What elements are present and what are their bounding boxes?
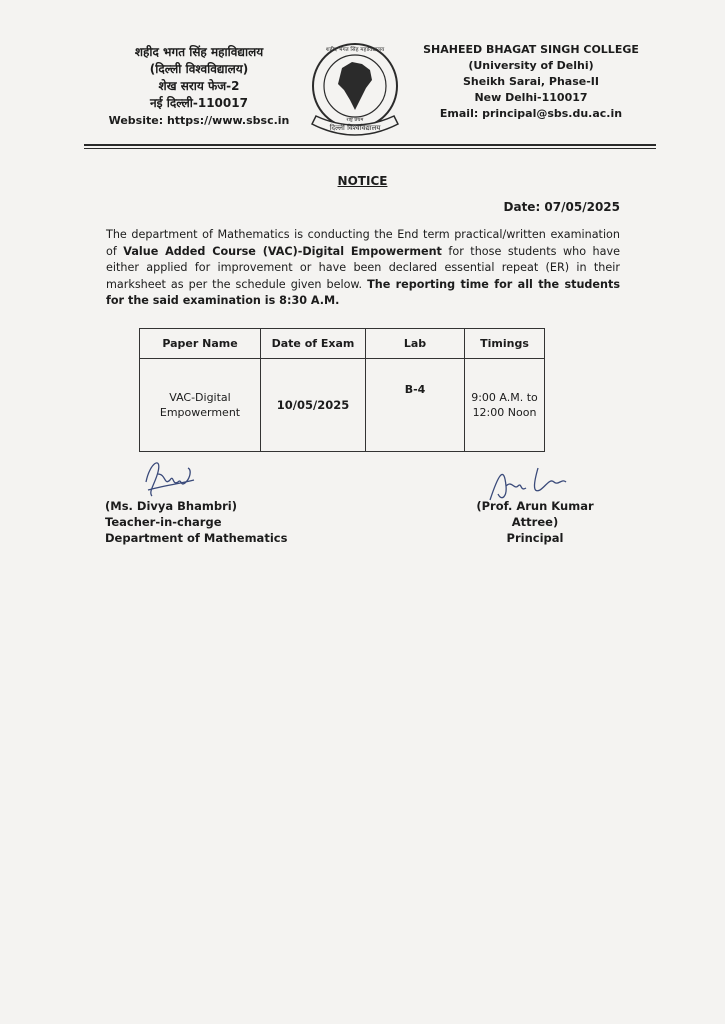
cell-timings [465, 359, 545, 452]
table-header-row [140, 329, 545, 359]
column-header: Lab [366, 329, 465, 359]
course-name: Value Added Course (VAC)-Digital Empowerment [123, 244, 442, 258]
header-hindi-address [108, 44, 290, 129]
email-text: Email: principal@sbs.du.ac.in [439, 107, 623, 120]
hindi-line: शहीद भगत सिंह महाविद्यालय [134, 45, 264, 59]
hindi-line: शेख सराय फेज-2 [158, 79, 240, 93]
notice-body [106, 227, 620, 310]
reporting-time: The reporting time for all the students for the said examination is 8:30 A.M. [106, 277, 620, 307]
english-line: (University of Delhi) [468, 59, 594, 72]
college-name: SHAHEED BHAGAT SINGH COLLEGE [423, 43, 639, 56]
website-text: Website: https://www.sbsc.in [108, 114, 290, 127]
signatory-name: (Prof. Arun Kumar Attree) [476, 499, 594, 529]
hindi-line: नई दिल्ली-110017 [150, 96, 248, 110]
hindi-line: (दिल्ली विश्वविद्यालय) [149, 62, 249, 76]
signature-scrawl-left [128, 452, 208, 502]
body-text: The department of Mathematics is conducting the End term practical/written examination of [106, 228, 620, 258]
cell-paper-name [140, 359, 261, 452]
body-text: for those students who have either applied for improvement or have been declared essential repeat (ER) in their marksheet as per the schedule given below. [106, 244, 621, 291]
signatory-role: Principal [506, 531, 564, 545]
header-divider [84, 144, 656, 146]
cell-lab: B-4 [366, 359, 465, 452]
header-english-address [420, 42, 642, 122]
english-line: Sheikh Sarai, Phase-II [462, 75, 599, 88]
column-header: Timings [465, 329, 545, 359]
paper-name-line: VAC-Digital [169, 391, 231, 404]
header-divider-thin [84, 148, 656, 149]
svg-text:शहीद भगत सिंह महाविद्यालय: शहीद भगत सिंह महाविद्यालय [325, 47, 385, 53]
signatory-role: Teacher-in-charge [105, 515, 222, 529]
english-line: New Delhi-110017 [474, 91, 588, 104]
notice-title: NOTICE [337, 174, 388, 188]
column-header: Paper Name [140, 329, 261, 359]
notice-date: Date: 07/05/2025 [503, 200, 620, 214]
schedule-table [139, 328, 545, 452]
cell-exam-date: 10/05/2025 [261, 359, 366, 452]
college-seal-logo [300, 38, 410, 146]
left-signatory [105, 498, 287, 546]
column-header: Date of Exam [261, 329, 366, 359]
paper-name-line: Empowerment [159, 406, 241, 419]
signatory-name: (Ms. Divya Bhambri) [105, 499, 237, 513]
timing-line: 12:00 Noon [472, 406, 537, 419]
table-row [140, 359, 545, 452]
svg-text:राष्ट्र प्रथम: राष्ट्र प्रथम [346, 117, 364, 123]
timing-line: 9:00 A.M. to [471, 391, 538, 404]
signatory-department: Department of Mathematics [105, 531, 288, 545]
svg-text:दिल्ली विश्वविद्यालय: दिल्ली विश्वविद्यालय [329, 124, 381, 132]
right-signatory [452, 498, 618, 546]
